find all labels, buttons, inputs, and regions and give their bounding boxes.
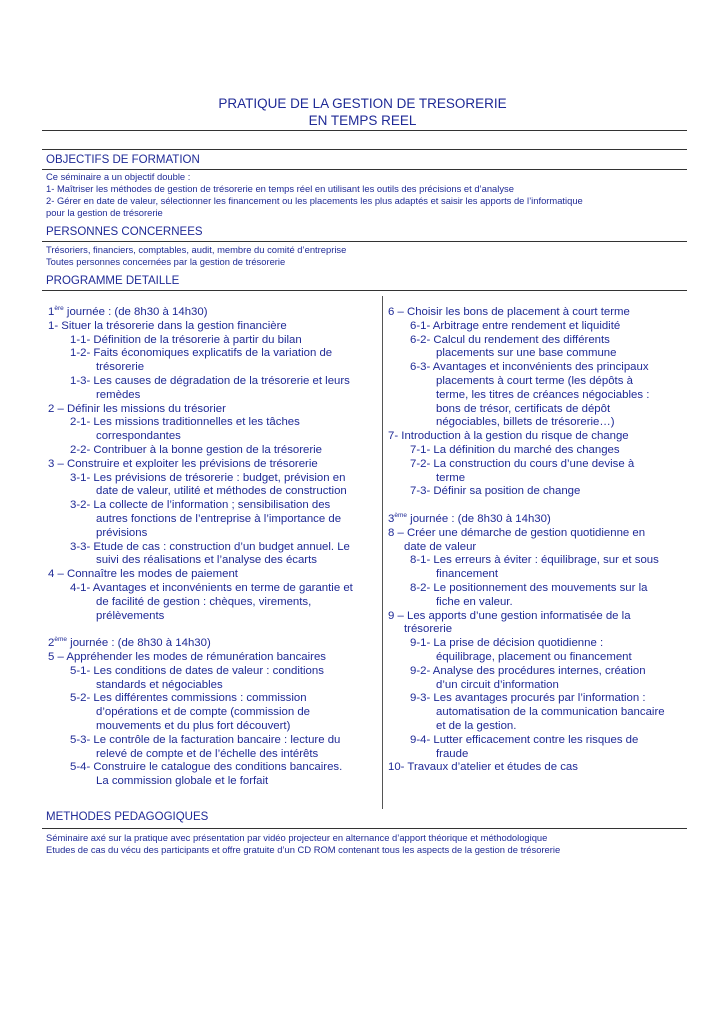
programme-item: 6-2- Calcul du rendement des différents: [410, 333, 610, 346]
programme-item: 5-1- Les conditions de dates de valeur : conditions: [70, 664, 324, 677]
programme-item: 3-2- La collecte de l’information ; sensibilisation des: [70, 499, 331, 512]
day-3-heading: 3ème journée : (de 8h30 à 14h30): [388, 511, 551, 525]
programme-item: La commission globale et le forfait: [96, 775, 269, 788]
programme-item: prévisions: [96, 526, 148, 539]
programme-item: 5-3- Le contrôle de la facturation bancaire : lecture du: [70, 733, 341, 746]
programme-item: 5-4- Construire le catalogue des conditions bancaires.: [70, 761, 343, 774]
programme-item: mouvements et du plus fort découvert): [96, 719, 291, 732]
programme-item: équilibrage, placement ou financement: [436, 650, 632, 663]
programme-item: financement: [436, 568, 499, 581]
programme-item: automatisation de la communication bancaire: [436, 706, 665, 719]
document-title: [0, 95, 725, 129]
programme-item: placements sur une base commune: [436, 347, 617, 360]
divider: [42, 130, 687, 131]
right-items-day3: [388, 527, 686, 775]
programme-section-title: 4 – Connaître les modes de paiement: [48, 568, 238, 581]
objectifs-heading: OBJECTIFS DE FORMATION: [46, 154, 200, 166]
programme-item: 3-3- Etude de cas : construction d’un budget annuel. Le: [70, 540, 350, 553]
programme-section-title: 3 – Construire et exploiter les prévisions de trésorerie: [48, 457, 318, 470]
methodes-text: [46, 832, 686, 856]
personnes-line: Toutes personnes concernées par la gestion de trésorerie: [46, 256, 286, 267]
left-items-day2: [48, 651, 378, 789]
programme-item: 6-1- Arbitrage entre rendement et liquidité: [410, 319, 621, 332]
programme-item: autres fonctions de l’entreprise à l’importance de: [96, 512, 342, 525]
programme-item: 1-2- Faits économiques explicatifs de la variation de: [70, 347, 333, 360]
divider: [42, 241, 687, 242]
day-1-heading: 1ère journée : (de 8h30 à 14h30): [48, 305, 208, 318]
programme-item: 3-1- Les prévisions de trésorerie : budget, prévision en: [70, 471, 346, 484]
personnes-heading: PERSONNES CONCERNEES: [46, 226, 203, 238]
programme-right-column: [388, 306, 686, 775]
programme-item: placements à court terme (les dépôts à: [436, 374, 633, 387]
programme-item: 8-2- Le positionnement des mouvements sur la: [410, 581, 648, 594]
objectifs-text: [46, 171, 686, 219]
programme-item: 9-4- Lutter efficacement contre les risques de: [410, 733, 639, 746]
objectifs-line: 1- Maîtriser les méthodes de gestion de trésorerie en temps réel en utilisant les outils des précisions et d’analyse: [46, 183, 514, 194]
column-divider: [382, 296, 383, 809]
programme-item: prélèvements: [96, 609, 165, 622]
programme-item: 2-1- Les missions traditionnelles et les tâches: [70, 416, 300, 429]
day-2-heading: 2ème journée : (de 8h30 à 14h30): [48, 636, 211, 650]
divider: [42, 149, 687, 150]
programme-item: 7-1- La définition du marché des changes: [410, 443, 620, 456]
programme-section-title: 1- Situer la trésorerie dans la gestion financière: [48, 319, 287, 332]
programme-item: correspondantes: [96, 430, 181, 443]
right-items-day2: [388, 306, 686, 499]
programme-item: terme, les titres de créances négociables :: [436, 388, 650, 401]
programme-item: d’un circuit d’information: [436, 678, 559, 691]
objectifs-line: Ce séminaire a un objectif double :: [46, 171, 191, 182]
methodes-line: Etudes de cas du vécu des participants et offre gratuite d’un CD ROM contenant tous les aspects de la gestion de trésorerie: [46, 844, 561, 855]
programme-item: relevé de compte et de l’échelle des intérêts: [96, 747, 319, 760]
programme-item: de facilité de gestion : chèques, virements,: [96, 595, 312, 608]
programme-item: trésorerie: [96, 361, 145, 374]
programme-section-title: 7- Introduction à la gestion du risque de change: [388, 430, 629, 443]
programme-item: standards et négociables: [96, 678, 223, 691]
programme-item: suivi des réalisations et l’analyse des écarts: [96, 554, 317, 567]
personnes-text: [46, 244, 686, 268]
programme-section-title: 10- Travaux d’atelier et études de cas: [388, 761, 578, 774]
divider: [42, 290, 687, 291]
programme-item: 9-3- Les avantages procurés par l’information :: [410, 692, 646, 705]
programme-item: 1-3- Les causes de dégradation de la trésorerie et leurs: [70, 374, 350, 387]
programme-section-title: 8 – Créer une démarche de gestion quotidienne en: [388, 526, 646, 539]
programme-item: trésorerie: [404, 623, 453, 636]
programme-section-title: 9 – Les apports d’une gestion informatisée de la: [388, 609, 631, 622]
programme-section-title: 2 – Définir les missions du trésorier: [48, 402, 226, 415]
programme-item: d’opérations et de compte (commission de: [96, 706, 310, 719]
objectifs-line: 2- Gérer en date de valeur, sélectionner les financement ou les placements les plus adaptés et saisir les apports de l’informatique: [46, 195, 583, 206]
programme-item: 1-1- Définition de la trésorerie à partir du bilan: [70, 333, 302, 346]
programme-left-column: [48, 306, 378, 789]
programme-item: terme: [436, 471, 466, 484]
methodes-heading: METHODES PEDAGOGIQUES: [46, 811, 209, 823]
objectifs-line: pour la gestion de trésorerie: [46, 207, 163, 218]
programme-item: 9-1- La prise de décision quotidienne :: [410, 637, 604, 650]
title-line-1: PRATIQUE DE LA GESTION DE TRESORERIE: [218, 96, 507, 111]
personnes-line: Trésoriers, financiers, comptables, audit, membre du comité d’entreprise: [46, 244, 347, 255]
divider: [42, 169, 687, 170]
programme-item: date de valeur, utilité et méthodes de construction: [96, 485, 347, 498]
divider: [42, 828, 687, 829]
programme-item: fiche en valeur.: [436, 595, 513, 608]
methodes-line: Séminaire axé sur la pratique avec présentation par vidéo projecteur en alternance d’apport théorique et méthodologique: [46, 832, 548, 843]
programme-section-title: 6 – Choisir les bons de placement à court terme: [388, 306, 630, 318]
programme-item: 7-2- La construction du cours d’une devise à: [410, 457, 635, 470]
title-line-2: EN TEMPS REEL: [308, 113, 417, 128]
programme-heading: PROGRAMME DETAILLE: [46, 275, 180, 287]
programme-item: 4-1- Avantages et inconvénients en terme de garantie et: [70, 581, 353, 594]
programme-item: 6-3- Avantages et inconvénients des principaux: [410, 361, 649, 374]
programme-item: fraude: [436, 747, 469, 760]
programme-item: remèdes: [96, 388, 141, 401]
programme-item: date de valeur: [404, 540, 477, 553]
programme-item: 9-2- Analyse des procédures internes, création: [410, 664, 646, 677]
programme-item: 2-2- Contribuer à la bonne gestion de la trésorerie: [70, 443, 323, 456]
programme-item: 8-1- Les erreurs à éviter : équilibrage, sur et sous: [410, 554, 659, 567]
programme-item: et de la gestion.: [436, 719, 517, 732]
programme-item: négociables, billets de trésorerie…): [436, 416, 615, 429]
programme-item: 5-2- Les différentes commissions : commission: [70, 692, 307, 705]
left-items-day1: [48, 320, 378, 624]
programme-item: 7-3- Définir sa position de change: [410, 485, 581, 498]
programme-item: bons de trésor, certificats de dépôt: [436, 402, 611, 415]
programme-section-title: 5 – Appréhender les modes de rémunération bancaires: [48, 650, 326, 663]
